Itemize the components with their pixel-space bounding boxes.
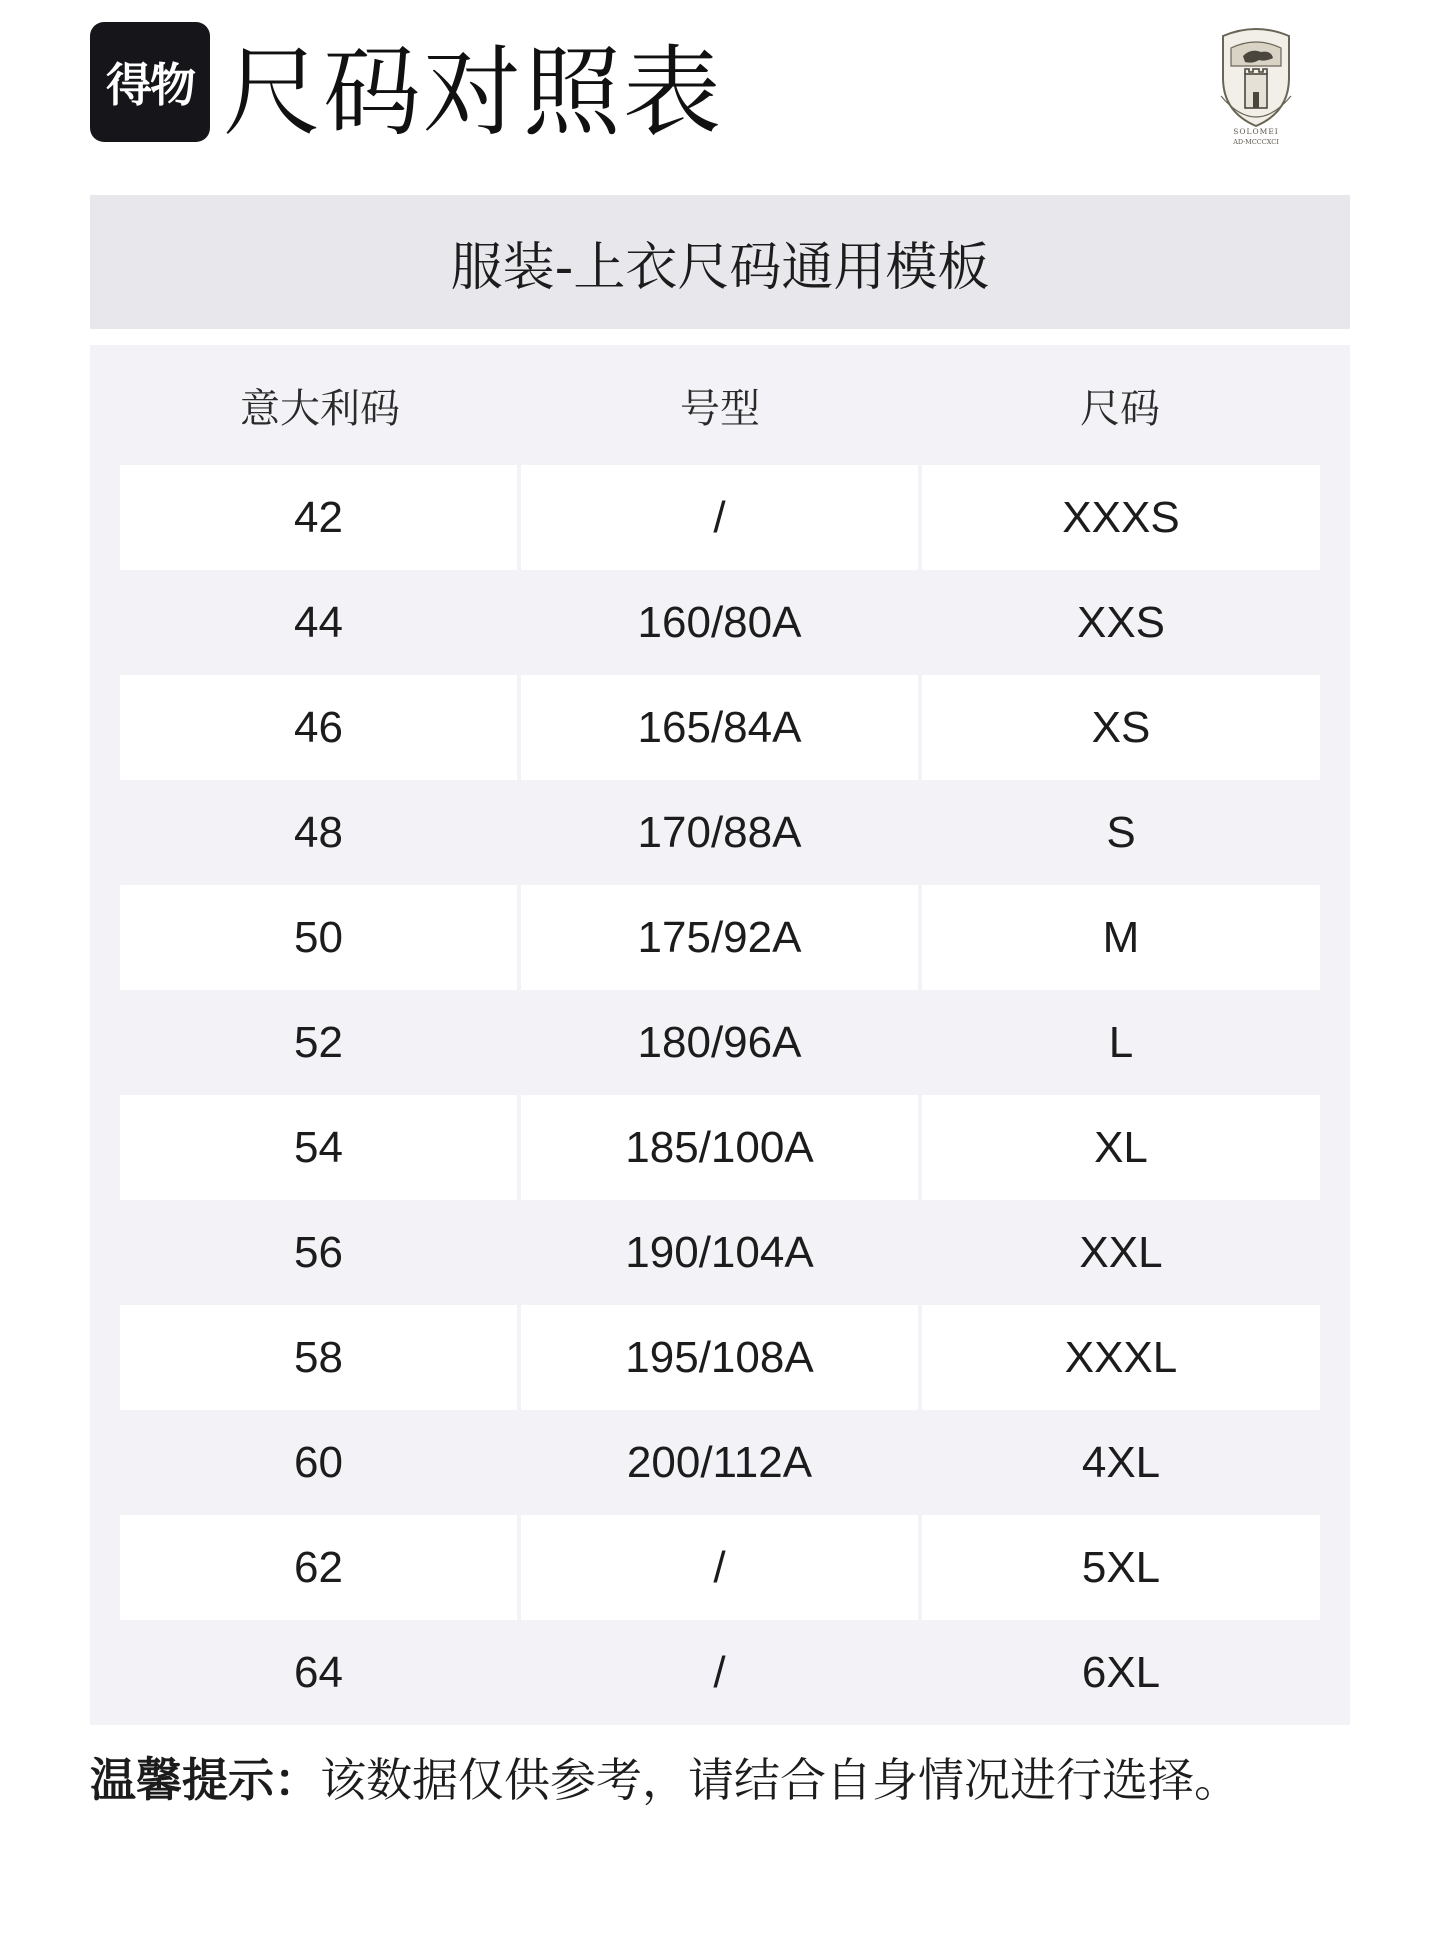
italian-size-cell: 58: [120, 1305, 517, 1410]
section-title: 服装-上衣尺码通用模板: [90, 195, 1350, 329]
page-title: 尺码对照表: [223, 36, 724, 150]
size-cell: S: [1106, 807, 1136, 857]
italian-size-cell: 60: [294, 1437, 343, 1487]
app-logo: 得物: [90, 22, 210, 142]
height-chest-cell: 195/108A: [521, 1305, 918, 1410]
height-chest-cell: 165/84A: [521, 675, 918, 780]
table-row: [120, 675, 1320, 780]
italian-size-cell: 54: [120, 1095, 517, 1200]
table-body: [120, 465, 1320, 1725]
table-row: [120, 1410, 1320, 1515]
size-cell: XXL: [1079, 1227, 1163, 1277]
height-chest-cell: 170/88A: [637, 807, 802, 857]
svg-text:SOLOMEI: SOLOMEI: [1233, 127, 1279, 136]
table-row: [120, 780, 1320, 885]
italian-size-cell: 56: [294, 1227, 343, 1277]
italian-size-cell: 52: [294, 1017, 343, 1067]
height-chest-cell: 175/92A: [521, 885, 918, 990]
table-header-row: [120, 345, 1320, 465]
italian-size-cell: 64: [294, 1647, 343, 1697]
size-cell: 4XL: [1081, 1437, 1161, 1487]
size-cell: XXXL: [922, 1305, 1320, 1410]
height-chest-cell: 180/96A: [637, 1017, 802, 1067]
size-cell: XXS: [1076, 597, 1166, 647]
height-chest-cell: 185/100A: [521, 1095, 918, 1200]
table-row: [120, 990, 1320, 1095]
svg-text:AD·MCCCXCI: AD·MCCCXCI: [1233, 138, 1279, 146]
size-cell: L: [1108, 1017, 1134, 1067]
size-table: [90, 345, 1350, 1725]
column-header-size: 尺码: [1080, 385, 1160, 432]
italian-size-cell: 50: [120, 885, 517, 990]
height-chest-cell: 190/104A: [625, 1227, 814, 1277]
column-header-italian-size: 意大利码: [240, 385, 400, 432]
height-chest-cell: /: [521, 465, 918, 570]
table-row: [120, 570, 1320, 675]
table-row: [120, 465, 1320, 570]
tip-note: [90, 1745, 1390, 1815]
size-cell: XXXS: [922, 465, 1320, 570]
brand-crest-logo: [1215, 26, 1297, 146]
height-chest-cell: /: [713, 1647, 726, 1697]
table-row: [120, 885, 1320, 990]
table-row: [120, 1620, 1320, 1725]
italian-size-cell: 42: [120, 465, 517, 570]
table-row: [120, 1305, 1320, 1410]
table-row: [120, 1515, 1320, 1620]
size-cell: 6XL: [1081, 1647, 1161, 1697]
height-chest-cell: 160/80A: [637, 597, 802, 647]
height-chest-cell: /: [521, 1515, 918, 1620]
italian-size-cell: 48: [294, 807, 343, 857]
header: [90, 20, 1350, 160]
italian-size-cell: 44: [294, 597, 343, 647]
italian-size-cell: 62: [120, 1515, 517, 1620]
tip-text: 该数据仅供参考，请结合自身情况进行选择。: [320, 1753, 1240, 1807]
height-chest-cell: 200/112A: [626, 1437, 813, 1487]
italian-size-cell: 46: [120, 675, 517, 780]
tip-label: 温馨提示：: [90, 1753, 320, 1807]
table-row: [120, 1200, 1320, 1305]
column-header-height-chest: 号型: [680, 385, 760, 432]
size-cell: XS: [922, 675, 1320, 780]
size-cell: M: [922, 885, 1320, 990]
table-row: [120, 1095, 1320, 1200]
size-cell: XL: [922, 1095, 1320, 1200]
size-cell: 5XL: [922, 1515, 1320, 1620]
